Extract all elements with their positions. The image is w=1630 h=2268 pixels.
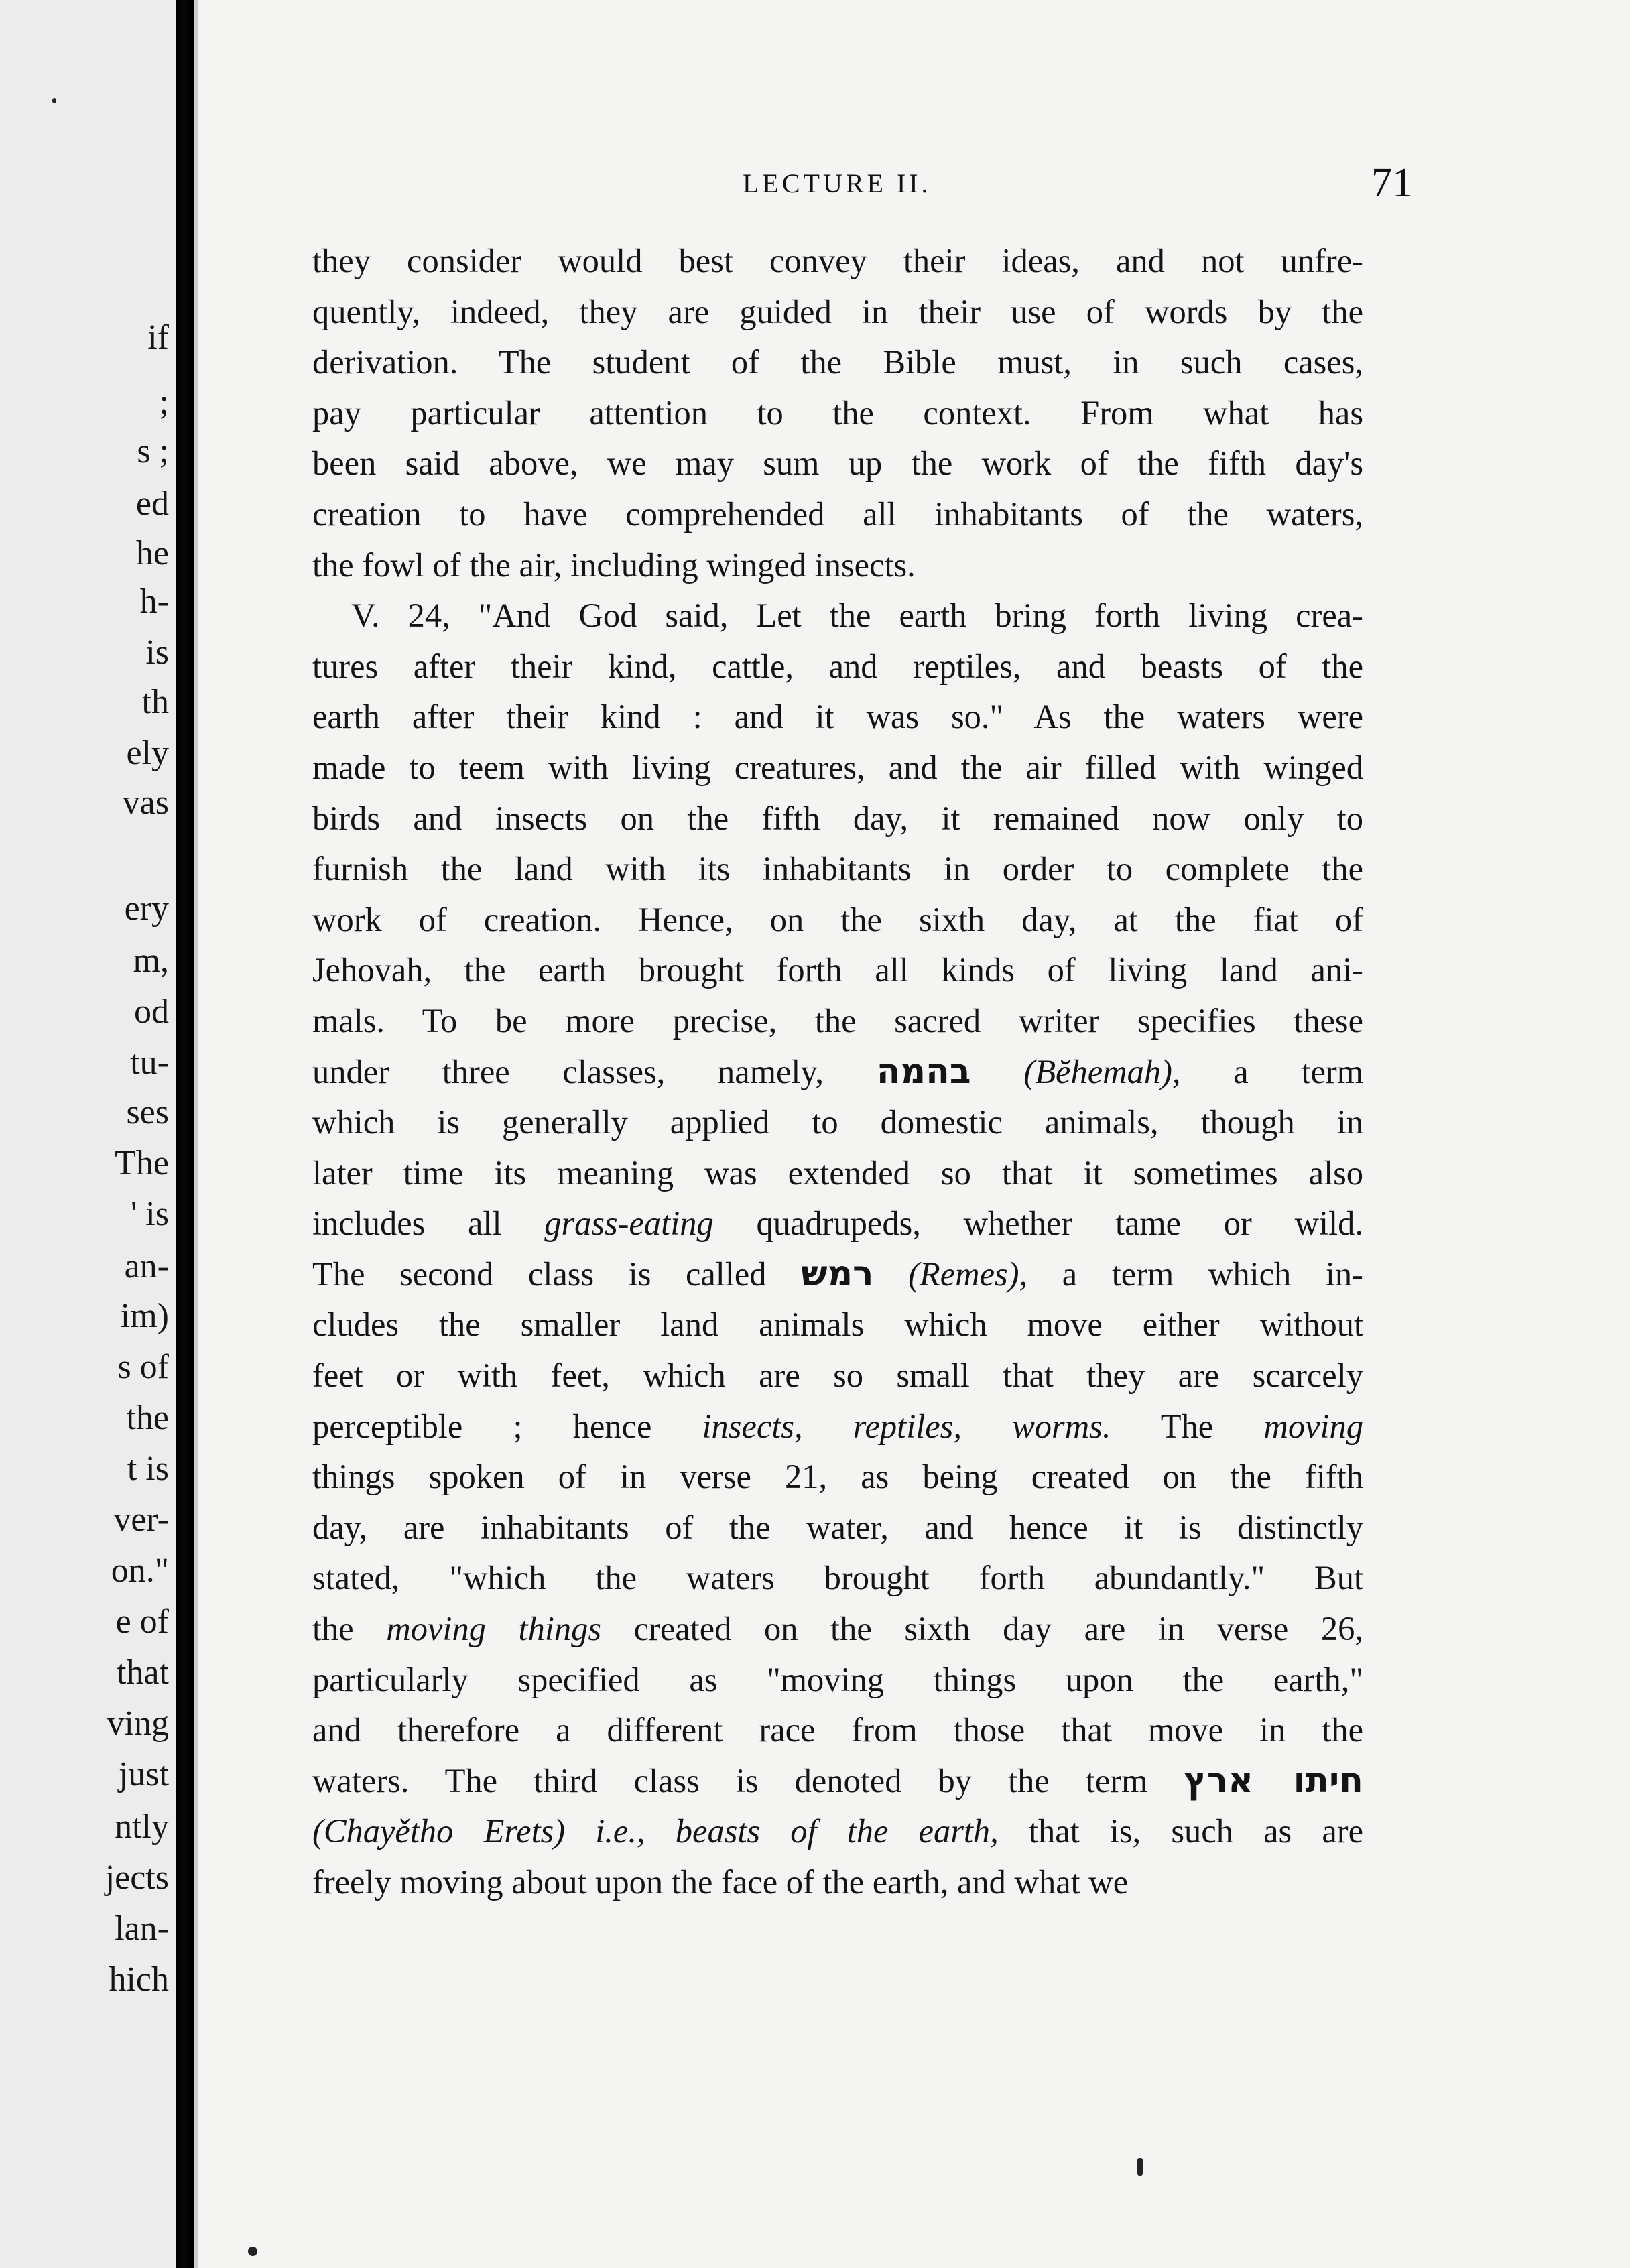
page-number: 71 bbox=[1371, 160, 1413, 206]
left-page-fragment: hich bbox=[109, 1960, 169, 1999]
text-line: earth after their kind : and it was so." As the waters were bbox=[312, 698, 1363, 736]
italic-grass-eating: grass-eating bbox=[544, 1204, 714, 1243]
left-page-fragment: od bbox=[134, 993, 169, 1031]
gutter-shadow bbox=[180, 0, 188, 2268]
text-line: work of creation. Hence, on the sixth day, at the fiat of bbox=[312, 900, 1363, 938]
running-head: LECTURE II. bbox=[743, 168, 932, 198]
text-line: creation to have comprehended all inhabitants of the waters, bbox=[312, 495, 1363, 533]
left-page-fragment: tu- bbox=[130, 1044, 169, 1082]
text-line bbox=[312, 1756, 1363, 1807]
transliteration-behemah: (Bĕhemah), bbox=[1023, 1052, 1181, 1090]
left-page-fragment: that bbox=[117, 1653, 169, 1692]
text-line: birds and insects on the fifth day, it remained now only to bbox=[312, 799, 1363, 837]
text-line: cludes the smaller land animals which move either without bbox=[312, 1306, 1363, 1344]
left-page-fragment: an- bbox=[124, 1247, 169, 1285]
text-segment: a term which in- bbox=[1062, 1255, 1363, 1293]
text-line: day, are inhabitants of the water, and hence it is distinctly bbox=[312, 1508, 1363, 1546]
left-page-fragment: if bbox=[147, 318, 169, 357]
italic-insects: insects, bbox=[702, 1407, 803, 1445]
page-inner-edge bbox=[194, 0, 198, 2268]
text-line: been said above, we may sum up the work of the fifth day's bbox=[312, 444, 1363, 483]
left-page-fragment: the bbox=[126, 1399, 169, 1437]
left-page-fragment: im) bbox=[120, 1297, 169, 1335]
text-line: the fowl of the air, including winged insects. bbox=[312, 546, 916, 584]
text-line: stated, "which the waters brought forth abundantly." But bbox=[312, 1559, 1363, 1597]
text-line: pay particular attention to the context. From what has bbox=[312, 393, 1363, 432]
italic-moving-things: moving things bbox=[386, 1610, 602, 1648]
text-segment: that is, such as are bbox=[1028, 1812, 1364, 1850]
left-page-fragment: ntly bbox=[115, 1808, 169, 1846]
italic-reptiles: reptiles, bbox=[853, 1407, 962, 1445]
italic-moving: moving bbox=[1263, 1407, 1364, 1445]
italic-beasts-of-the-earth: beasts of the earth, bbox=[675, 1812, 999, 1850]
left-page-fragment: ' is bbox=[130, 1195, 169, 1233]
text-line: feet or with feet, which are so small that they are scarcely bbox=[312, 1357, 1363, 1395]
text-segment: includes all bbox=[312, 1204, 502, 1243]
left-page-fragment: h- bbox=[139, 582, 169, 621]
text-line: which is generally applied to domestic animals, though in bbox=[312, 1103, 1363, 1141]
text-line bbox=[312, 1249, 1363, 1300]
transliteration-chayetho-erets: (Chayětho Erets) i.e., bbox=[312, 1812, 645, 1850]
text-line: quently, indeed, they are guided in their use of words by the bbox=[312, 292, 1363, 330]
left-page-fragment: vas bbox=[122, 783, 169, 822]
text-line: and therefore a different race from those that move in the bbox=[312, 1711, 1363, 1749]
left-page-fragment: s ; bbox=[137, 432, 169, 470]
italic-worms: worms. bbox=[1012, 1407, 1111, 1445]
hebrew-word-behemah: בהמה bbox=[876, 1051, 971, 1092]
page-header bbox=[743, 160, 1413, 206]
ink-speck bbox=[248, 2247, 257, 2256]
left-page-fragment: just bbox=[118, 1755, 169, 1793]
text-segment: a term bbox=[1233, 1052, 1364, 1090]
text-line: Jehovah, the earth brought forth all kinds of living land ani- bbox=[312, 951, 1363, 989]
text-line bbox=[312, 1806, 1363, 1857]
text-line: things spoken of in verse 21, as being created on the fifth bbox=[312, 1458, 1363, 1496]
left-page-fragment: t is bbox=[127, 1450, 169, 1488]
text-line: V. 24, "And God said, Let the earth bring forth living crea- bbox=[351, 596, 1363, 635]
left-page-fragment: ving bbox=[107, 1704, 169, 1743]
left-page-fragment: ses bbox=[126, 1093, 169, 1131]
text-line bbox=[312, 1604, 1363, 1655]
text-line: particularly specified as "moving things upon the earth," bbox=[312, 1660, 1363, 1698]
text-segment: quadrupeds, whether tame or wild. bbox=[756, 1204, 1363, 1243]
transliteration-remes: (Remes), bbox=[908, 1255, 1028, 1293]
text-line: later time its meaning was extended so that it sometimes also bbox=[312, 1153, 1363, 1192]
ink-speck bbox=[1137, 2158, 1143, 2176]
left-page-fragment: s of bbox=[117, 1348, 169, 1386]
text-line bbox=[312, 1047, 1363, 1098]
text-line: furnish the land with its inhabitants in order to complete the bbox=[312, 850, 1363, 888]
text-segment: The second class is called bbox=[312, 1255, 767, 1293]
left-page-fragment: ery bbox=[124, 889, 169, 928]
left-page-edge bbox=[0, 0, 176, 2268]
left-page-fragment: ; bbox=[159, 383, 169, 422]
left-page-fragment: on." bbox=[111, 1552, 169, 1590]
left-page-fragment: ed bbox=[135, 485, 169, 523]
text-line bbox=[312, 1401, 1363, 1452]
text-line: tures after their kind, cattle, and reptiles, and beasts of the bbox=[312, 647, 1363, 685]
body-text bbox=[312, 236, 1363, 1908]
left-page-fragment: jects bbox=[105, 1858, 169, 1897]
left-page-fragment: th bbox=[141, 683, 169, 721]
text-line: they consider would best convey their ideas, and not unfre- bbox=[312, 242, 1363, 279]
text-line bbox=[312, 1198, 1363, 1249]
left-page-fragment: he bbox=[135, 534, 169, 572]
text-segment: waters. The third class is denoted by the term bbox=[312, 1761, 1148, 1800]
text-segment: created on the sixth day are in verse 26, bbox=[633, 1610, 1363, 1648]
text-line: made to teem with living creatures, and the air filled with winged bbox=[312, 748, 1363, 786]
text-segment: The bbox=[1160, 1407, 1214, 1445]
left-page-fragment: ely bbox=[126, 734, 169, 772]
ink-speck bbox=[52, 98, 56, 103]
left-page-fragment: ver- bbox=[113, 1501, 169, 1539]
text-line: derivation. The student of the Bible must, in such cases, bbox=[312, 343, 1363, 381]
left-page-fragment: lan- bbox=[115, 1909, 169, 1948]
left-page-fragment: m, bbox=[133, 942, 169, 980]
text-segment: perceptible ; hence bbox=[312, 1407, 652, 1445]
left-page-fragment: is bbox=[145, 633, 169, 672]
text-line: freely moving about upon the face of the earth, and what we bbox=[312, 1863, 1129, 1901]
hebrew-word-chayetho-erets: חיתו ארץ bbox=[1184, 1760, 1363, 1801]
left-page-fragment: The bbox=[115, 1144, 169, 1182]
hebrew-word-remes: רמש bbox=[801, 1253, 874, 1294]
text-line: mals. To be more precise, the sacred writer specifies these bbox=[312, 1001, 1363, 1040]
text-segment: the bbox=[312, 1610, 354, 1648]
text-segment: under three classes, namely, bbox=[312, 1052, 824, 1090]
left-page-fragment: e of bbox=[115, 1602, 169, 1641]
